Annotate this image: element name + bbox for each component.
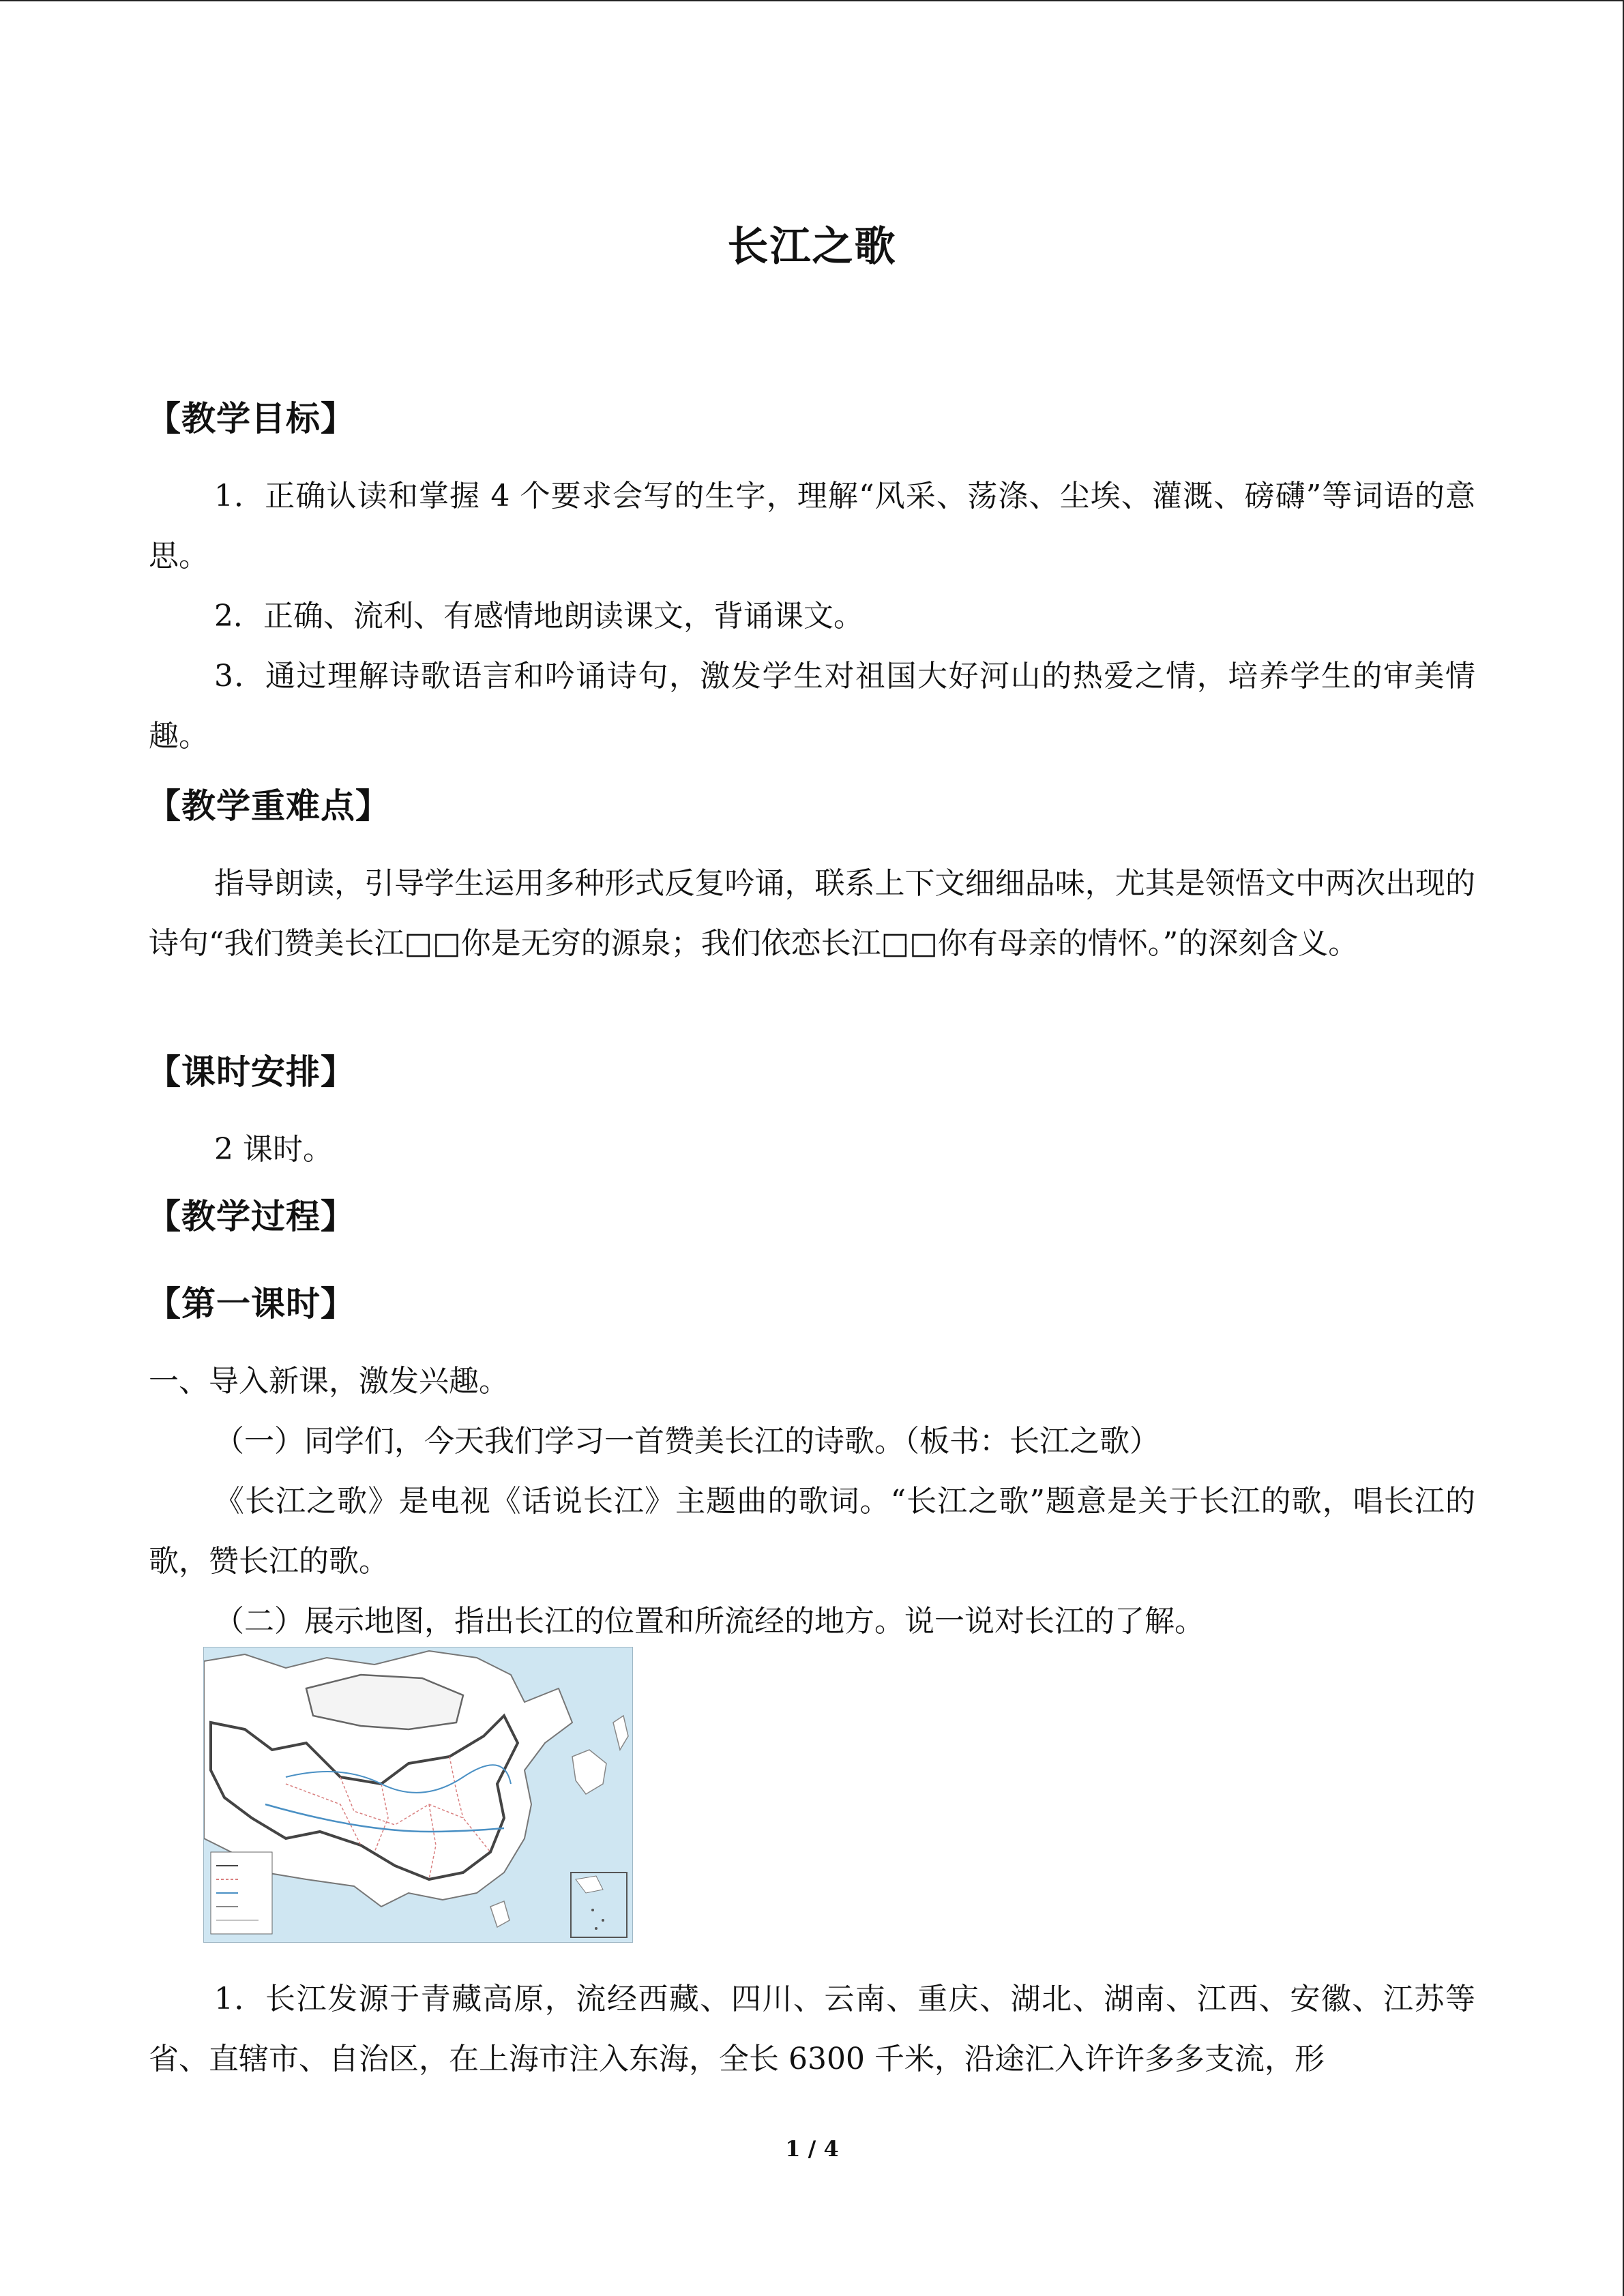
map-graphic xyxy=(204,1648,632,1942)
schedule-text: 2 课时。 xyxy=(214,1132,333,1167)
heading-teaching-goals: 【教学目标】 xyxy=(147,398,355,438)
key-points-text: 指导朗读，引导学生运用多种形式反复吟诵，联系上下文细细品味，尤其是领悟文中两次出现的诗句“我们赞美长江□□你是无穷的源泉；我们依恋长江□□你有母亲的情怀。”的深刻含义。 xyxy=(149,866,1475,961)
document-title: 长江之歌 xyxy=(727,223,897,271)
goal-1: 1．正确认读和掌握 4 个要求会写的生字，理解“风采、荡涤、尘埃、灌溉、磅礴”等词语的意思。 xyxy=(149,479,1475,573)
step-1-c: （二）展示地图，指出长江的位置和所流经的地方。说一说对长江的了解。 xyxy=(214,1604,1205,1639)
heading-process: 【教学过程】 xyxy=(147,1196,355,1236)
goal-3: 3．通过理解诗歌语言和吟诵诗句，激发学生对祖国大好河山的热爱之情，培养学生的审美情趣。 xyxy=(149,659,1475,754)
page-number: 1 / 4 xyxy=(785,2136,839,2162)
heading-key-points: 【教学重难点】 xyxy=(147,786,390,826)
heading-lesson-1: 【第一课时】 xyxy=(147,1283,355,1324)
step-1-b: 《长江之歌》是电视《话说长江》主题曲的歌词。“长江之歌”题意是关于长江的歌，唱长江的歌，赞长江的歌。 xyxy=(149,1484,1475,1579)
heading-schedule: 【课时安排】 xyxy=(147,1052,355,1092)
step-1-a: （一）同学们，今天我们学习一首赞美长江的诗歌。（板书：长江之歌） xyxy=(214,1424,1160,1459)
fact-1: 1．长江发源于青藏高原，流经西藏、四川、云南、重庆、湖北、湖南、江西、安徽、江苏等省、直辖市、自治区，在上海市注入东海，全长 6300 千米，沿途汇入许许多多支流，形 xyxy=(149,1982,1475,2076)
china-map-image xyxy=(203,1647,633,1943)
goal-2: 2．正确、流利、有感情地朗读课文，背诵课文。 xyxy=(214,599,863,633)
step-1: 一、导入新课，激发兴趣。 xyxy=(149,1364,509,1399)
